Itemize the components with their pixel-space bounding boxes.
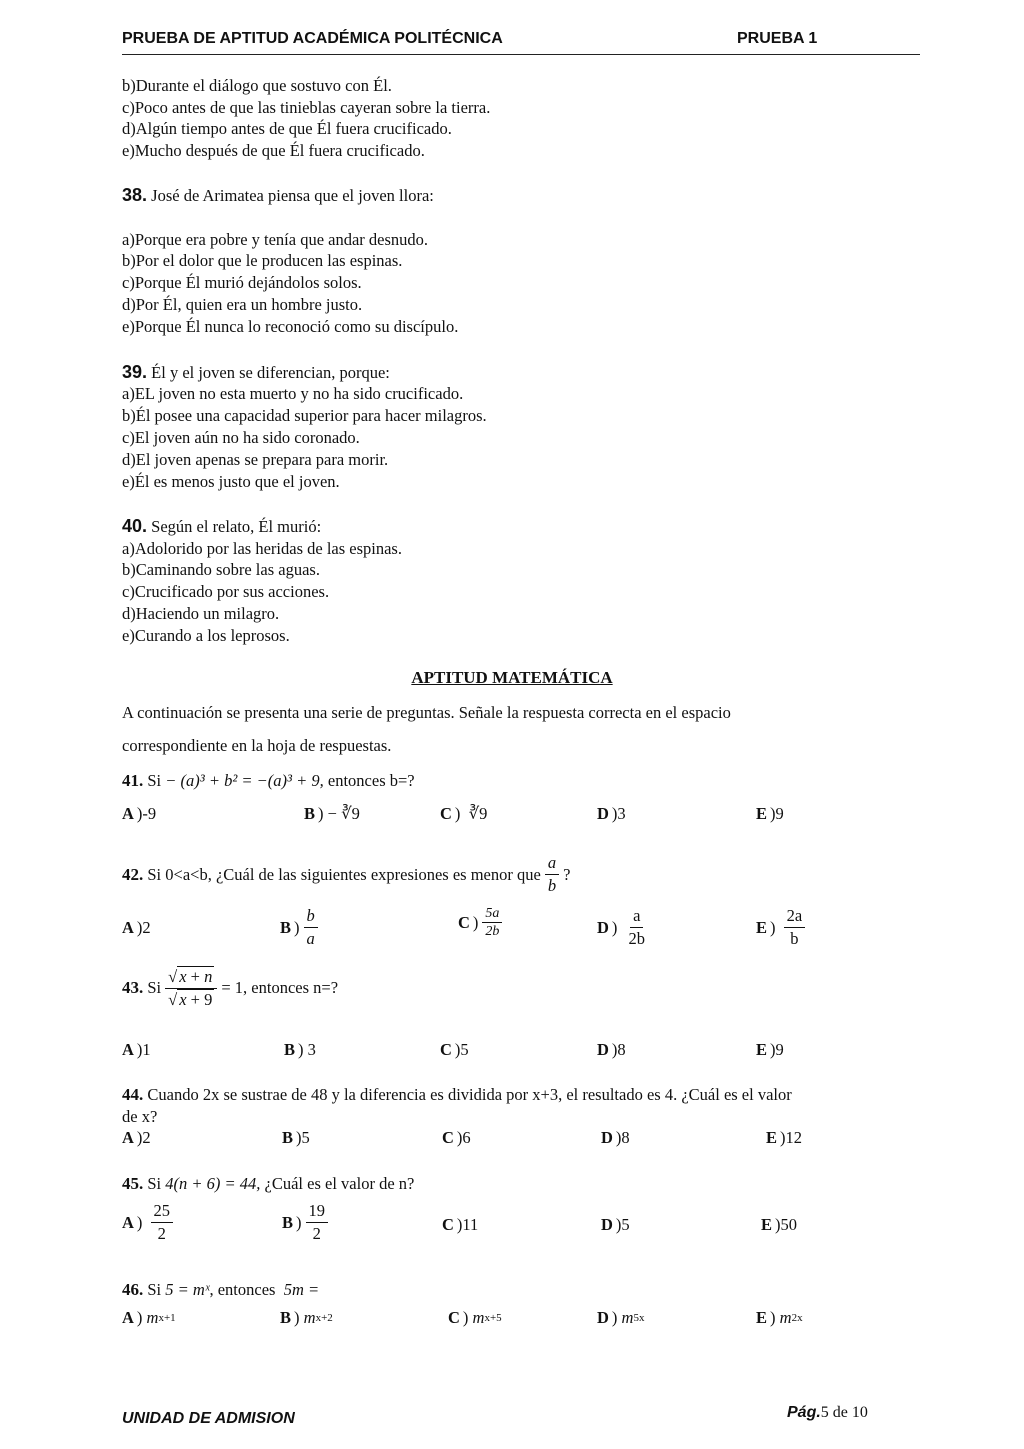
q46-options — [122, 1308, 964, 1358]
q45-option-d: D ) 5 — [601, 1215, 630, 1234]
q43-option-d: D ) 8 — [597, 1040, 626, 1059]
q37-option-b: b)Durante el diálogo que sostuvo con Él. — [122, 76, 392, 95]
q39-option-d: d)El joven apenas se prepara para morir. — [122, 450, 389, 469]
q44-option-a: A ) 2 — [122, 1128, 151, 1147]
q41-option-c: C ) ∛9 — [440, 804, 488, 823]
page-number: 5 de 10 — [820, 1404, 868, 1421]
q43-options — [122, 1040, 964, 1090]
q42-option-a: A ) 2 — [122, 918, 151, 937]
q38-option-e: e)Porque Él nunca lo reconoció como su discípulo. — [122, 317, 459, 336]
footer-page: Pág.5 de 10 — [787, 1404, 868, 1421]
q43-fraction: $\frac{√ x + n}{√ x + 9}$ — [165, 966, 217, 1011]
page-header — [122, 26, 920, 55]
q41-option-b: B ) − ∛9 — [304, 804, 360, 823]
q43-option-e: E ) 9 — [756, 1040, 784, 1059]
q46-equation: 5 = mˣ — [165, 1280, 210, 1299]
q42-option-d: D ) $\frac{a}{2b}$ — [597, 906, 646, 948]
q41-number: 41. — [122, 771, 144, 790]
q45-option-a: A ) $\frac{25}{2}$ — [122, 1200, 177, 1245]
section-intro-line1: A continuación se presenta una serie de preguntas. Señale la respuesta correcta en el espacio — [122, 703, 731, 722]
q42-fraction-a-over-b: $\frac{a}{b}$ — [545, 852, 559, 897]
q41-options — [122, 800, 964, 850]
q45-number: 45. — [122, 1174, 144, 1193]
q43-option-a: A ) 1 — [122, 1040, 151, 1059]
q38-stem — [122, 185, 434, 206]
q46-number: 46. — [122, 1280, 144, 1299]
q40-stem — [122, 516, 321, 537]
test-label: PRUEBA 1 — [737, 30, 818, 47]
q42-stem: 42. Si 0<a<b, ¿Cuál de las siguientes expresiones es menor que $\frac{a}{b}$ ? — [122, 853, 571, 895]
q40-option-d: d)Haciendo un milagro. — [122, 604, 280, 623]
q37-option-d: d)Algún tiempo antes de que Él fuera crucificado. — [122, 119, 452, 138]
q45-equation: 4(n + 6) = 44, — [165, 1174, 261, 1193]
q44-option-c: C ) 6 — [442, 1128, 471, 1147]
q39-option-a: a)EL joven no esta muerto y no ha sido crucificado. — [122, 384, 464, 403]
q40-option-b: b)Caminando sobre las aguas. — [122, 560, 320, 579]
q45-option-b: B ) $\frac{19}{2}$ — [282, 1200, 332, 1245]
q38-option-d: d)Por Él, quien era un hombre justo. — [122, 295, 363, 314]
q41-option-a: A ) -9 — [122, 804, 157, 823]
q37-option-e: e)Mucho después de que Él fuera crucificado. — [122, 141, 425, 160]
q42-option-c: C ) $\frac{5a}{2b}$ — [458, 905, 506, 940]
q41-option-e: E ) 9 — [756, 804, 784, 823]
q44-option-e: E ) 12 — [766, 1128, 803, 1147]
q40-number: 40. — [122, 516, 148, 536]
q44-option-b: B ) 5 — [282, 1128, 310, 1147]
q46-stem: 46. Si 5 = mˣ, entonces 5m = — [122, 1280, 320, 1299]
q38-option-a: a)Porque era pobre y tenía que andar desnudo. — [122, 230, 429, 249]
q43-option-c: C ) 5 — [440, 1040, 469, 1059]
q46-option-a: A ) m x+1 — [122, 1308, 176, 1327]
q38-option-c: c)Porque Él murió dejándolos solos. — [122, 273, 362, 292]
section-title: APTITUD MATEMÁTICA — [411, 668, 613, 687]
q44-option-d: D ) 8 — [601, 1128, 630, 1147]
q45-option-c: C ) 11 — [442, 1215, 479, 1234]
q43-stem: 43. Si $\frac{√ x + n}{√ x + 9}$ = 1, entonces n=? — [122, 966, 339, 1009]
q39-number: 39. — [122, 362, 148, 382]
q41-option-d: D ) 3 — [597, 804, 626, 823]
q46-option-e: E ) m 2x — [756, 1308, 803, 1327]
q42-option-b: B ) $\frac{b}{a}$ — [280, 905, 322, 950]
q43-option-b: B ) 3 — [284, 1040, 316, 1059]
q41-stem: 41. Si − (a)³ + b² = −(a)³ + 9, entonces b=? — [122, 771, 415, 790]
q39-text: Él y el joven se diferencian, porque: — [151, 363, 390, 382]
q46-option-b: B ) m x+2 — [280, 1308, 333, 1327]
q40-option-e: e)Curando a los leprosos. — [122, 626, 290, 645]
q38-number: 38. — [122, 185, 148, 205]
q39-option-c: c)El joven aún no ha sido coronado. — [122, 428, 360, 447]
q45-option-e: E ) 50 — [761, 1215, 798, 1234]
q44-text: Cuando 2x se sustrae de 48 y la diferencia es dividida por x+3, el resultado es 4. ¿Cuál es el valor — [147, 1085, 792, 1104]
exam-title: PRUEBA DE APTITUD ACADÉMICA POLITÉCNICA — [122, 30, 503, 47]
q42-number: 42. — [122, 864, 144, 884]
q38-option-b: b)Por el dolor que le producen las espinas. — [122, 251, 403, 270]
footer-unit: UNIDAD DE ADMISION — [122, 1410, 295, 1427]
q40-option-c: c)Crucificado por sus acciones. — [122, 582, 330, 601]
q42-option-e: E ) $\frac{2a}{b}$ — [756, 905, 809, 950]
q39-option-b: b)Él posee una capacidad superior para hacer milagros. — [122, 406, 487, 425]
q44-options — [122, 1128, 964, 1178]
q43-number: 43. — [122, 978, 144, 997]
q46-target: 5m = — [283, 1280, 320, 1299]
q45-options — [122, 1200, 964, 1250]
q44-number: 44. — [122, 1085, 144, 1104]
q44-stem — [122, 1085, 792, 1105]
q40-option-a: a)Adolorido por las heridas de las espinas. — [122, 539, 402, 558]
q39-stem — [122, 362, 390, 383]
q46-option-d: D ) m 5x — [597, 1308, 645, 1327]
section-intro-line2: correspondiente en la hoja de respuestas. — [122, 736, 392, 755]
q38-text: José de Arimatea piensa que el joven llora: — [151, 186, 434, 205]
q46-option-c: C ) m x+5 — [448, 1308, 502, 1327]
q37-option-c: c)Poco antes de que las tinieblas cayeran sobre la tierra. — [122, 98, 491, 117]
q44-text-cont: de x? — [122, 1107, 158, 1126]
q42-options — [122, 905, 964, 955]
q45-stem: 45. Si 4(n + 6) = 44, ¿Cuál es el valor de n? — [122, 1174, 415, 1193]
q39-option-e: e)Él es menos justo que el joven. — [122, 472, 340, 491]
q40-text: Según el relato, Él murió: — [151, 517, 322, 536]
q42-text: Si 0<a<b, ¿Cuál de las siguientes expresiones es menor que — [147, 864, 541, 884]
q41-equation: − (a)³ + b² = −(a)³ + 9, — [165, 771, 324, 790]
